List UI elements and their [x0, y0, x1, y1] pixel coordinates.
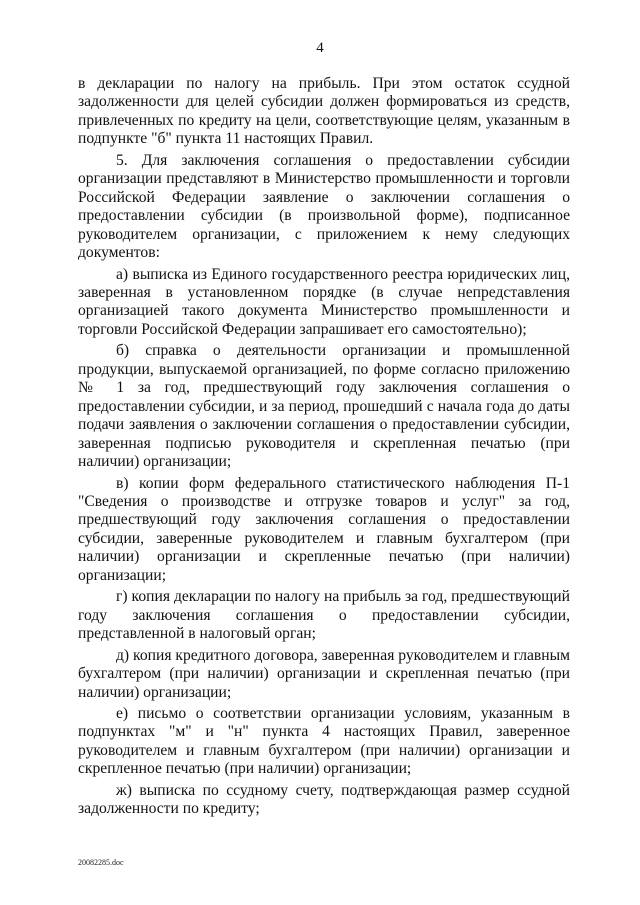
- paragraph-subitem-a: а) выписка из Единого государственного реестра юридических лиц, заверенная в установленном порядке (в случае непредставления организацией такого документа Министерство промышленности и торговли Российской Федерации запрашивает его самостоятельно);: [78, 265, 570, 338]
- paragraph-subitem-g: г) копия декларации по налогу на прибыль за год, предшествующий году заключения соглашения о предоставлении субсидии, представленной в налоговый орган;: [78, 588, 570, 643]
- footer-filename: 20082285.doc: [78, 858, 124, 867]
- paragraph-subitem-e: е) письмо о соответствии организации условиям, указанным в подпунктах "м" и "н" пункта 4 настоящих Правил, заверенное руководителем и главным бухгалтером (при наличии) организации и скрепленное печатью (при наличии) организации;: [78, 704, 570, 778]
- paragraph-subitem-b: б) справка о деятельности организации и промышленной продукции, выпускаемой организацией, по форме согласно приложению № 1 за год, предшествующий году заключения соглашения о предоставлении субсидии, и за период, прошедший с начала года до даты подачи заявления о заключении соглашения о предоставлении субсидии, заверенная подписью руководителя и скрепленная печатью (при наличии) организации;: [78, 342, 570, 471]
- page-number: 4: [316, 40, 324, 56]
- paragraph-item-5: 5. Для заключения соглашения о предоставлении субсидии организации представляют в Министерство промышленности и торговли Российской Федерации заявление о заключении соглашения о предоставлении субсидии (в произвольной форме), подписанное руководителем организации, с приложением к нему следующих документов:: [78, 151, 570, 262]
- document-body: [78, 75, 570, 822]
- paragraph-continuation: в декларации по налогу на прибыль. При этом остаток ссудной задолженности для целей субсидии должен формироваться из средств, привлеченных по кредиту на цели, соответствующие целям, указанным в подпункте "б" пункта 11 настоящих Правил.: [78, 75, 570, 148]
- paragraph-subitem-d: д) копия кредитного договора, заверенная руководителем и главным бухгалтером (при наличии) организации и скрепленная печатью (при наличии) организации;: [78, 646, 570, 701]
- paragraph-subitem-v: в) копии форм федерального статистического наблюдения П-1 "Сведения о производстве и отгрузке товаров и услуг" за год, предшествующий году заключения соглашения о предоставлении субсидии, заверенные руководителем и главным бухгалтером (при наличии) организации и скрепленные печатью (при наличии) организации;: [78, 474, 570, 584]
- paragraph-subitem-zh: ж) выписка по ссудному счету, подтверждающая размер ссудной задолженности по кредиту;: [78, 781, 570, 818]
